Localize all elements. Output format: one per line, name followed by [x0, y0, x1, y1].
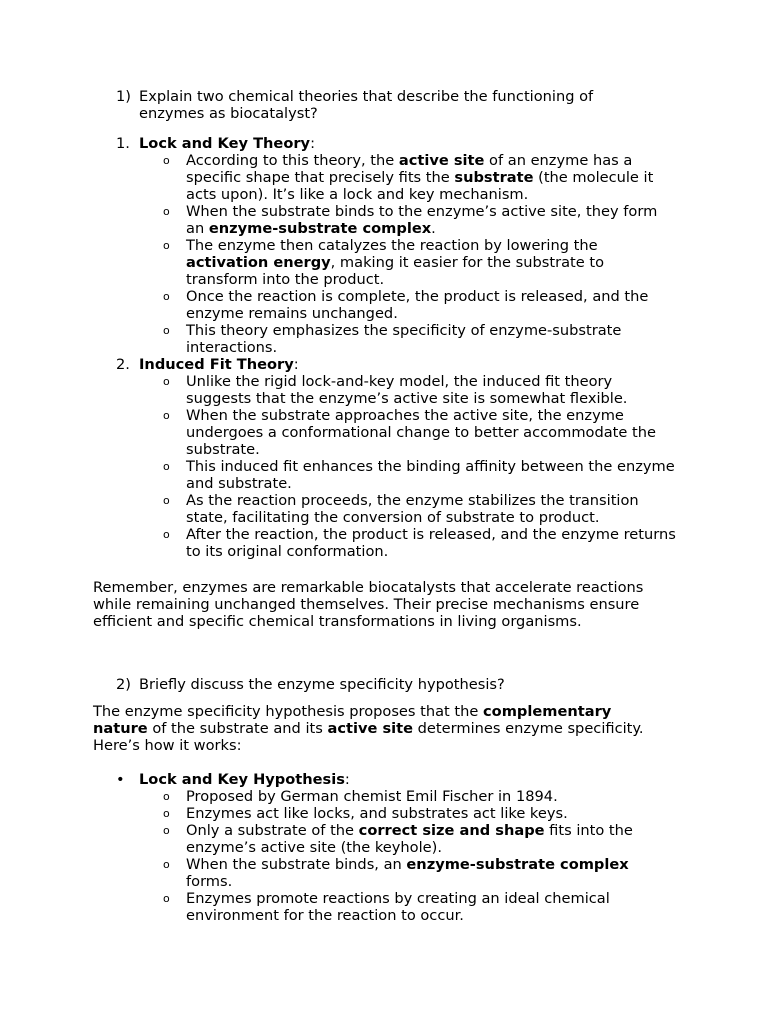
induced-fit-theory-item — [116, 526, 676, 560]
lock-key-theory-item-segment: , making it easier for the substrate to transform into the product. — [186, 254, 605, 288]
specificity-intro-segment: complementary nature — [93, 703, 612, 737]
lock-key-theory-item-segment: . — [431, 220, 436, 237]
lock-key-hypothesis-item-text — [186, 890, 610, 924]
lock-key-hypothesis-item-text — [186, 822, 633, 856]
circle-bullet-icon: o — [163, 528, 170, 541]
lock-key-hypothesis-item-text — [186, 856, 629, 890]
question-2 — [116, 676, 656, 693]
specificity-intro-segment: The enzyme specificity hypothesis proposes that the — [93, 703, 484, 720]
question-2-text: Briefly discuss the enzyme specificity hypothesis? — [139, 676, 505, 693]
circle-bullet-icon: o — [163, 892, 170, 905]
circle-bullet-icon: o — [163, 824, 170, 837]
lock-key-hypothesis-item-text — [186, 805, 568, 822]
lock-key-hypothesis-item-segment: Enzymes promote reactions by creating an ideal chemical environment for the reaction to occur. — [186, 890, 610, 924]
question-1-number: 1) — [116, 88, 131, 105]
lock-key-hypothesis-title: Lock and Key Hypothesis — [139, 771, 345, 788]
induced-fit-theory-item-text — [186, 526, 676, 560]
lock-key-theory-item — [116, 152, 676, 203]
question-1-text: Explain two chemical theories that describe the functioning of enzymes as biocatalyst? — [139, 88, 594, 122]
lock-key-hypothesis-item — [116, 805, 676, 822]
lock-key-theory-item-segment: This theory emphasizes the specificity of enzyme-substrate interactions. — [186, 322, 622, 356]
circle-bullet-icon: o — [163, 205, 170, 218]
circle-bullet-icon: o — [163, 154, 170, 167]
specificity-intro-segment: active site — [327, 720, 414, 737]
lock-key-theory-item — [116, 203, 676, 237]
lock-key-hypothesis-bullet: • — [116, 771, 125, 788]
induced-fit-theory-item — [116, 373, 676, 407]
lock-key-theory-item-segment: (the molecule it acts upon). It’s like a lock and key mechanism. — [186, 169, 654, 203]
lock-key-theory-item-text — [186, 152, 653, 203]
lock-key-hypothesis-item-segment: correct size and shape — [358, 822, 545, 839]
lock-key-hypothesis-colon: : — [344, 771, 350, 788]
induced-fit-theory-item-text — [186, 373, 627, 407]
circle-bullet-icon: o — [163, 290, 170, 303]
question-2-number: 2) — [116, 676, 131, 693]
lock-key-hypothesis-item-segment: enzyme-substrate complex — [406, 856, 629, 873]
lock-key-hypothesis-item — [116, 788, 676, 805]
specificity-intro-segment: determines enzyme specificity. Here’s how it works: — [93, 720, 644, 754]
circle-bullet-icon: o — [163, 494, 170, 507]
lock-key-hypothesis-item — [116, 856, 676, 890]
lock-key-theory-item-segment: When the substrate binds to the enzyme’s active site, they form an — [186, 203, 658, 237]
lock-key-theory-item — [116, 288, 676, 322]
lock-key-theory-item-segment: active site — [398, 152, 485, 169]
remember-paragraph: Remember, enzymes are remarkable biocatalysts that accelerate reactions while remaining unchanged themselves. Their precise mechanisms ensure efficient and specific chemical transformations in living organisms. — [93, 579, 644, 630]
lock-key-theory-item-segment: substrate — [454, 169, 534, 186]
lock-key-theory-colon: : — [310, 135, 315, 152]
lock-key-hypothesis-item-segment: forms. — [186, 873, 233, 890]
circle-bullet-icon: o — [163, 460, 170, 473]
circle-bullet-icon: o — [163, 324, 170, 337]
lock-key-hypothesis-section — [116, 771, 676, 924]
lock-key-theory-number: 1. — [116, 135, 130, 152]
induced-fit-theory-item-segment: When the substrate approaches the active site, the enzyme undergoes a conformational change to better accommodate the substrate. — [186, 407, 656, 458]
induced-fit-theory-item-text — [186, 492, 639, 526]
induced-fit-theory-heading — [139, 356, 676, 373]
lock-key-theory-item — [116, 322, 676, 356]
question-1 — [116, 88, 656, 122]
induced-fit-theory-item-segment: Unlike the rigid lock-and-key model, the induced fit theory suggests that the enzyme’s active site is somewhat flexible. — [186, 373, 628, 407]
induced-fit-theory-section — [116, 356, 676, 560]
lock-key-hypothesis-item-segment: Only a substrate of the — [186, 822, 359, 839]
circle-bullet-icon: o — [163, 790, 170, 803]
lock-key-theory-item-segment: of an enzyme has a specific shape that precisely fits the — [186, 152, 633, 186]
lock-key-theory-section — [116, 135, 676, 356]
lock-key-hypothesis-item-segment: Enzymes act like locks, and substrates act like keys. — [186, 805, 568, 822]
specificity-intro-paragraph — [93, 703, 653, 754]
induced-fit-theory-colon: : — [293, 356, 299, 373]
lock-key-theory-item-text — [186, 237, 604, 288]
induced-fit-theory-number: 2. — [116, 356, 130, 373]
circle-bullet-icon: o — [163, 858, 170, 871]
lock-key-theory-item-segment: activation energy — [186, 254, 331, 271]
lock-key-theory-heading — [139, 135, 676, 152]
induced-fit-theory-item — [116, 492, 676, 526]
lock-key-theory-item-segment: Once the reaction is complete, the product is released, and the enzyme remains unchanged. — [186, 288, 649, 322]
lock-key-theory-item-segment: enzyme-substrate complex — [208, 220, 432, 237]
induced-fit-theory-list — [116, 373, 676, 560]
lock-key-theory-item-text — [186, 288, 648, 322]
lock-key-hypothesis-heading — [139, 771, 676, 788]
induced-fit-theory-title: Induced Fit Theory — [139, 356, 294, 373]
induced-fit-theory-item-segment: After the reaction, the product is released, and the enzyme returns to its original conformation. — [186, 526, 676, 560]
lock-key-theory-item — [116, 237, 676, 288]
lock-key-theory-list — [116, 152, 676, 356]
circle-bullet-icon: o — [163, 239, 170, 252]
induced-fit-theory-item — [116, 407, 676, 458]
lock-key-theory-title: Lock and Key Theory — [139, 135, 311, 152]
lock-key-theory-item-text — [186, 203, 657, 237]
induced-fit-theory-item-segment: As the reaction proceeds, the enzyme stabilizes the transition state, facilitating the conversion of substrate to product. — [186, 492, 639, 526]
lock-key-hypothesis-item — [116, 890, 676, 924]
induced-fit-theory-item-text — [186, 458, 675, 492]
circle-bullet-icon: o — [163, 807, 170, 820]
lock-key-hypothesis-item-segment: Proposed by German chemist Emil Fischer in 1894. — [186, 788, 558, 805]
lock-key-hypothesis-item-segment: When the substrate binds, an — [186, 856, 407, 873]
induced-fit-theory-item-text — [186, 407, 656, 458]
lock-key-hypothesis-item-text — [186, 788, 558, 805]
circle-bullet-icon: o — [163, 375, 170, 388]
induced-fit-theory-item-segment: This induced fit enhances the binding affinity between the enzyme and substrate. — [186, 458, 675, 492]
lock-key-theory-item-segment: According to this theory, the — [186, 152, 399, 169]
specificity-intro-segment: of the substrate and its — [147, 720, 328, 737]
lock-key-theory-item-text — [186, 322, 621, 356]
circle-bullet-icon: o — [163, 409, 170, 422]
induced-fit-theory-item — [116, 458, 676, 492]
lock-key-hypothesis-list — [116, 788, 676, 924]
lock-key-hypothesis-item — [116, 822, 676, 856]
lock-key-theory-item-segment: The enzyme then catalyzes the reaction by lowering the — [186, 237, 598, 254]
lock-key-hypothesis-item-segment: fits into the enzyme’s active site (the keyhole). — [186, 822, 633, 856]
